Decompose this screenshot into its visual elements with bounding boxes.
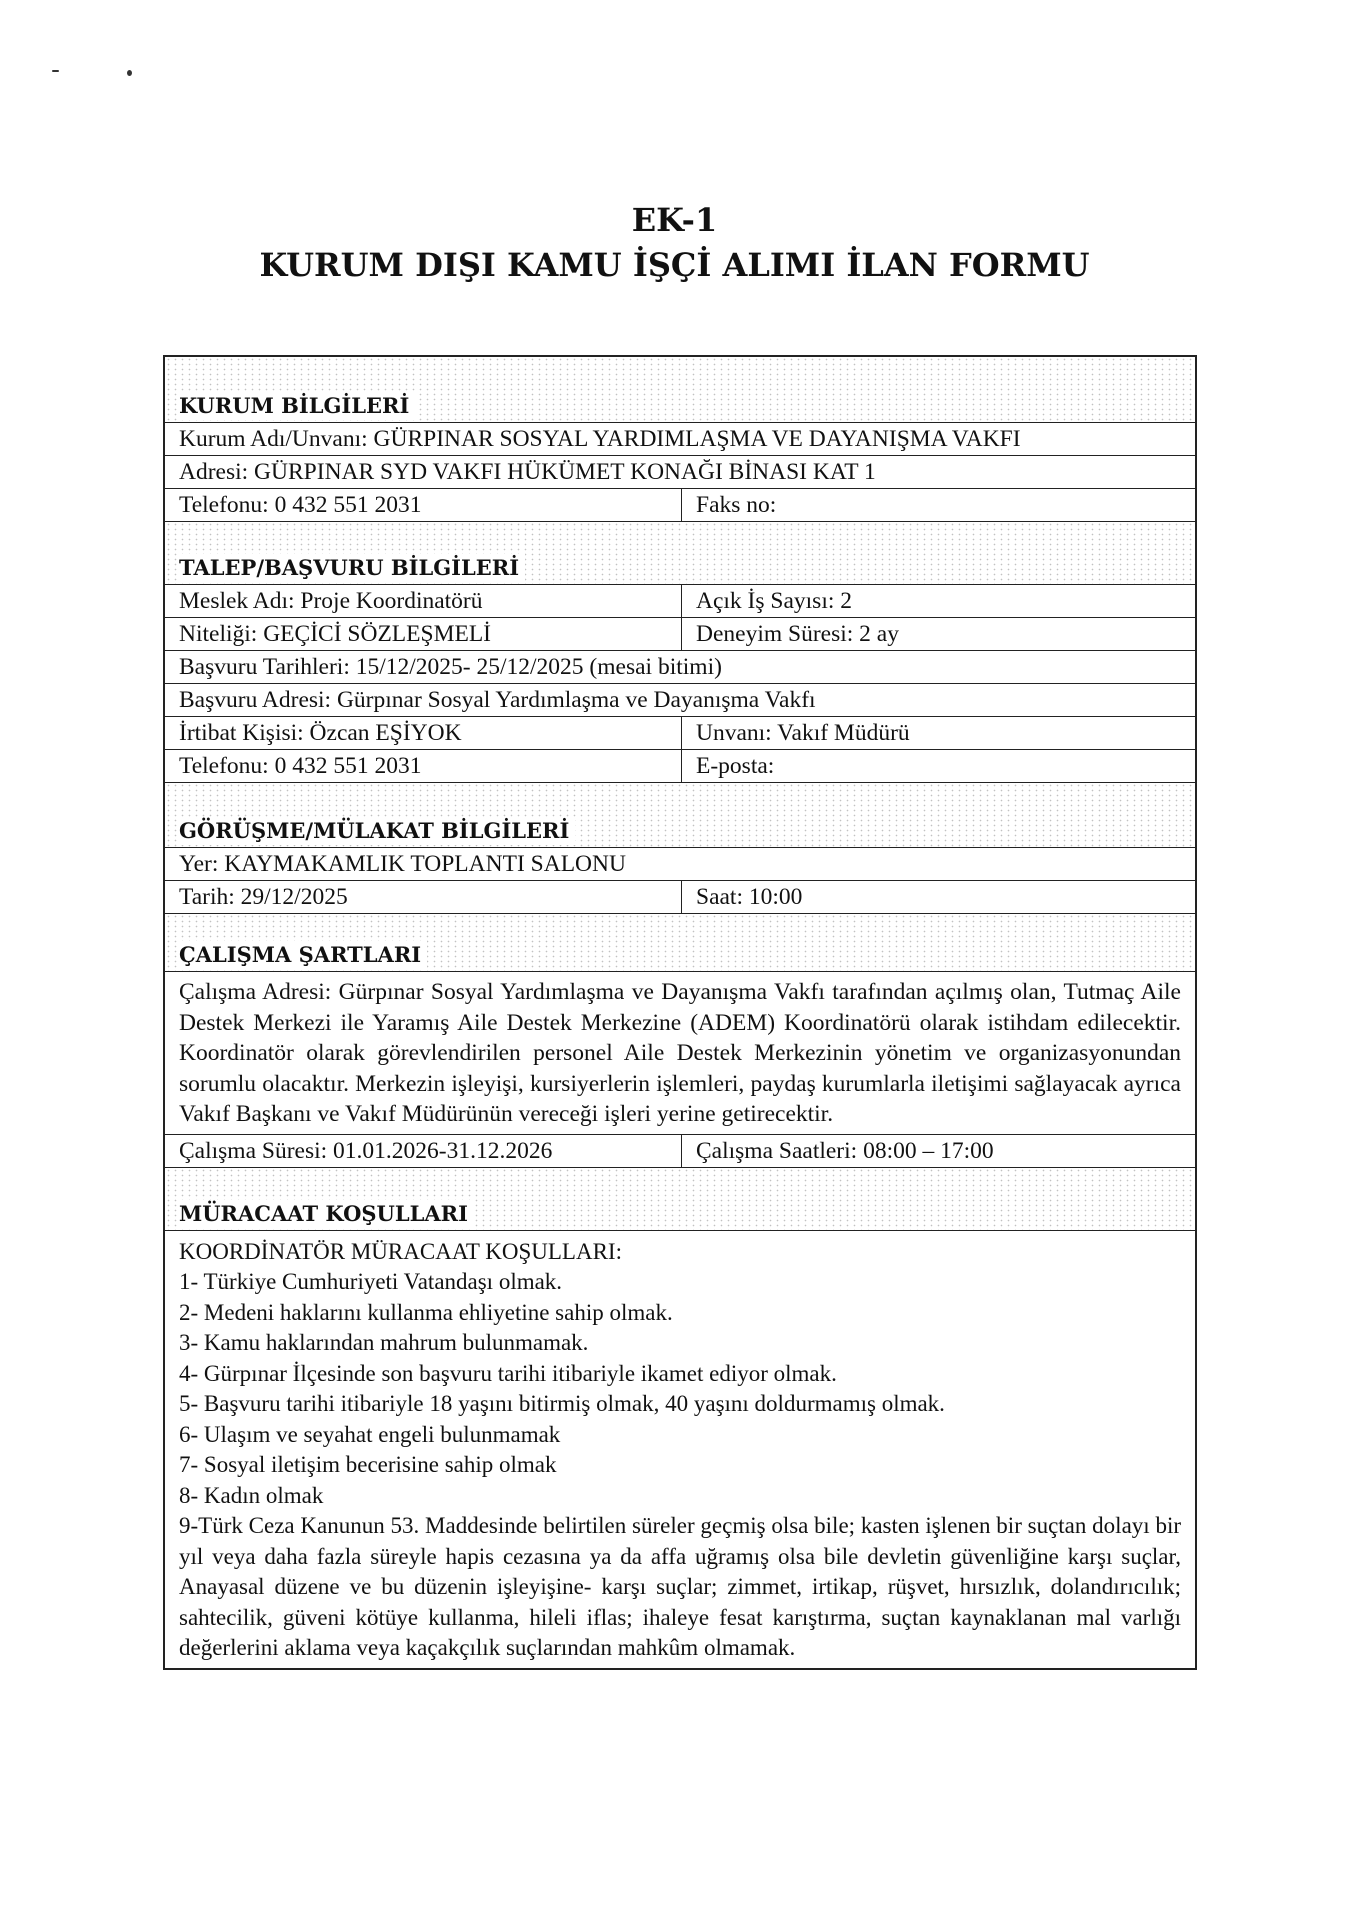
kurum-telefon: Telefonu: 0 432 551 2031: [165, 489, 682, 521]
list-item: 6- Ulaşım ve seyahat engeli bulunmamak: [179, 1421, 561, 1447]
section-title: ÇALIŞMA ŞARTLARI: [179, 941, 427, 969]
section-title: MÜRACAAT KOŞULLARI: [179, 1200, 474, 1228]
nitelik-row: [165, 618, 1195, 651]
title-ek: EK-1: [631, 201, 718, 239]
scan-mark: [52, 70, 59, 72]
kurum-telefon-row: [165, 489, 1195, 522]
list-item: 7- Sosyal iletişim becerisine sahip olmak: [179, 1452, 557, 1477]
talep-telefon-row: [165, 750, 1195, 783]
talep-telefon: Telefonu: 0 432 551 2031: [165, 750, 682, 782]
document-title: [0, 198, 1349, 288]
kurum-adi: Kurum Adı/Unvanı: GÜRPINAR SOSYAL YARDIMLAŞMA VE DAYANIŞMA VAKFI: [179, 426, 1021, 452]
irtibat-kisisi: İrtibat Kişisi: Özcan EŞİYOK: [165, 717, 682, 749]
section-calisma-header: [165, 914, 1195, 972]
list-item: 8- Kadın olmak: [179, 1482, 324, 1508]
yer-row: [165, 848, 1195, 881]
calisma-adresi-aciklama: Çalışma Adresi: Gürpınar Sosyal Yardımlaşma ve Dayanışma Vakfı tarafından açılmış olan, Tutmaç Aile Destek Merkezi ile Yaramış Aile Destek Merkezine (ADEM) Koordinatörü olarak istihdam edilecektir. Koordinatör olarak görevlendirilen personel Aile Destek Merkezinin yönetim ve organizasyonundan sorumlu olacaktır. Merkezin işleyişi, kursiyerlerin işlemleri, paydaş kurumlarla iletişimi sağlayacak ayrıca Vakıf Başkanı ve Vakıf Müdürünün vereceği işleri yerine getirecektir.: [165, 972, 1195, 1135]
muracaat-kosullari-list: [165, 1231, 1195, 1668]
gorusme-yer: Yer: KAYMAKAMLIK TOPLANTI SALONU: [179, 851, 626, 877]
list-item: 4- Gürpınar İlçesinde son başvuru tarihi itibariyle ikamet ediyor olmak.: [179, 1360, 837, 1386]
acik-is-sayisi: Açık İş Sayısı: 2: [696, 588, 853, 614]
list-item: 9-Türk Ceza Kanunun 53. Maddesinde belirtilen süreler geçmiş olsa bile; kasten işlenen bir suçtan dolayı bir yıl veya daha fazla süreyle hapis cezasına ya da affa uğramış olsa bile devletin güvenliğine karşı suçlar, Anayasal düzene ve bu düzenin işleyişine- karşı suçlar; zimmet, irtikap, rüşvet, hırsızlık, dolandırıcılık; sahtecilik, güveni kötüye kullanma, hileli iflas; ihaleye fesat karıştırma, suçtan kaynaklanan mal varlığı değerlerini aklama veya kaçakçılık suçlarından mahkûm olmamak.: [179, 1513, 1181, 1660]
kurum-faks: Faks no:: [696, 492, 777, 518]
talep-eposta: E-posta:: [696, 753, 775, 779]
section-talep-header: [165, 522, 1195, 585]
list-item: 5- Başvuru tarihi itibariyle 18 yaşını bitirmiş olmak, 40 yaşını doldurmamış olmak.: [179, 1391, 945, 1416]
gorusme-tarih: Tarih: 29/12/2025: [165, 881, 682, 913]
gorusme-saat: Saat: 10:00: [696, 884, 803, 910]
calisma-sure-row: [165, 1135, 1195, 1168]
section-kurum-header: [165, 357, 1195, 423]
list-item: 1- Türkiye Cumhuriyeti Vatandaşı olmak.: [179, 1269, 563, 1294]
section-title: TALEP/BAŞVURU BİLGİLERİ: [179, 554, 525, 582]
muracaat-subheader: KOORDİNATÖR MÜRACAAT KOŞULLARI:: [179, 1238, 622, 1264]
kurum-adres-row: [165, 456, 1195, 489]
niteligi: Niteliği: GEÇİCİ SÖZLEŞMELİ: [165, 618, 682, 650]
calisma-suresi: Çalışma Süresi: 01.01.2026-31.12.2026: [165, 1135, 682, 1167]
section-gorusme-header: [165, 783, 1195, 848]
kurum-adi-row: [165, 423, 1195, 456]
basvuru-adresi: Başvuru Adresi: Gürpınar Sosyal Yardımlaşma ve Dayanışma Vakfı: [179, 687, 816, 713]
section-muracaat-header: [165, 1168, 1195, 1231]
list-item: 2- Medeni haklarını kullanma ehliyetine sahip olmak.: [179, 1299, 673, 1325]
ilan-form-table: [163, 355, 1197, 1670]
irtibat-row: [165, 717, 1195, 750]
kurum-adres: Adresi: GÜRPINAR SYD VAKFI HÜKÜMET KONAĞI BİNASI KAT 1: [179, 459, 876, 485]
calisma-saatleri: Çalışma Saatleri: 08:00 – 17:00: [696, 1137, 994, 1164]
title-form-name: KURUM DIŞI KAMU İŞÇİ ALIMI İLAN FORMU: [259, 246, 1090, 284]
deneyim-suresi: Deneyim Süresi: 2 ay: [696, 621, 899, 647]
list-item: 3- Kamu haklarından mahrum bulunmamak.: [179, 1330, 589, 1355]
basvuru-tarihleri: Başvuru Tarihleri: 15/12/2025- 25/12/2025 (mesai bitimi): [179, 654, 722, 680]
meslek-adi: Meslek Adı: Proje Koordinatörü: [165, 585, 682, 617]
section-title: KURUM BİLGİLERİ: [179, 392, 415, 420]
basvuru-adresi-row: [165, 684, 1195, 717]
irtibat-unvan: Unvanı: Vakıf Müdürü: [696, 720, 910, 746]
scan-dot: [127, 70, 132, 76]
basvuru-tarihleri-row: [165, 651, 1195, 684]
tarih-row: [165, 881, 1195, 914]
section-title: GÖRÜŞME/MÜLAKAT BİLGİLERİ: [179, 817, 575, 845]
meslek-row: [165, 585, 1195, 618]
